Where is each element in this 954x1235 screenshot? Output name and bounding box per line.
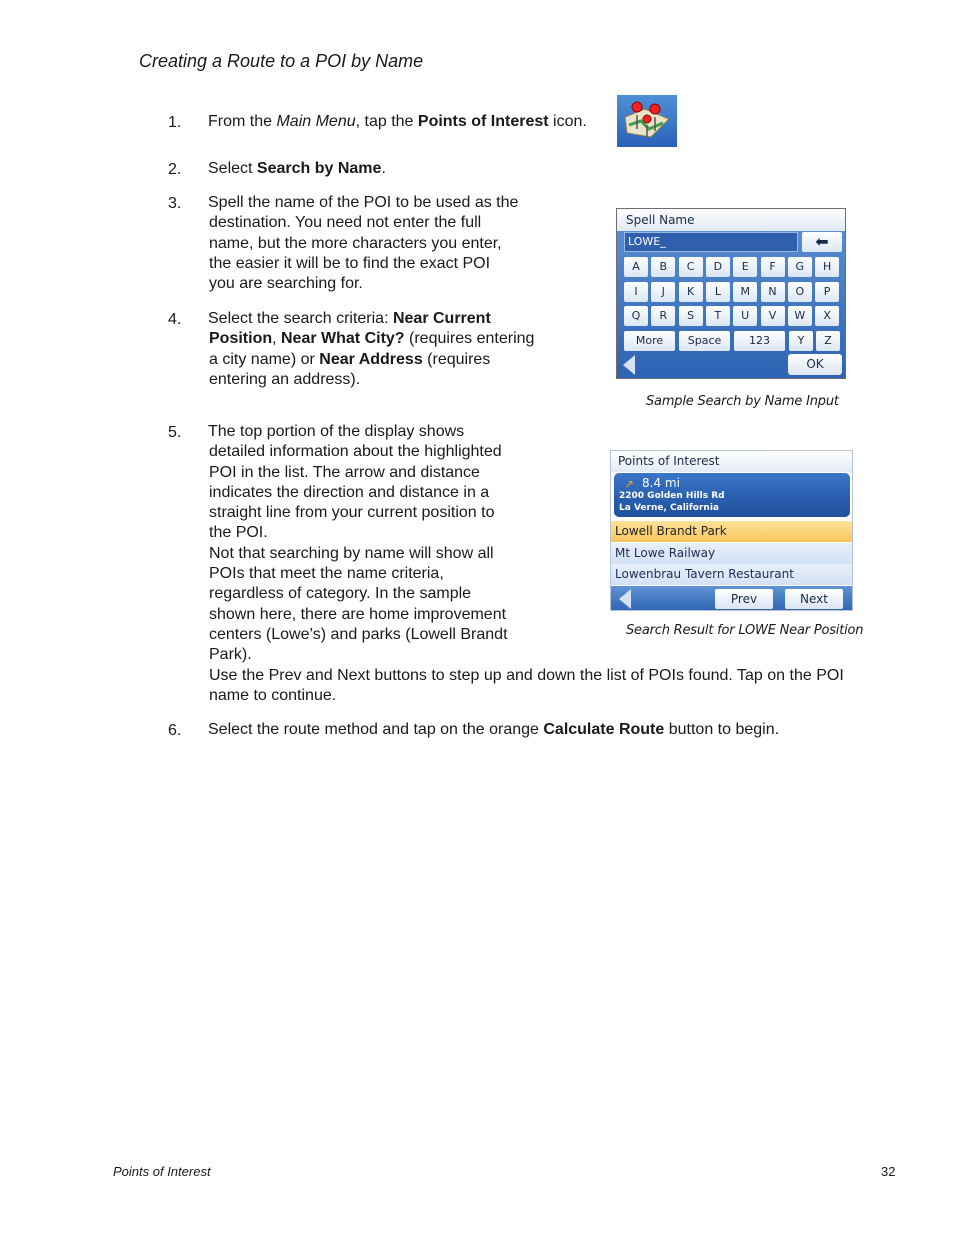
direction-arrow-icon: ↗: [624, 477, 635, 491]
poi-list-item: Lowenbrau Tavern Restaurant: [611, 564, 853, 585]
poi-address-line1: 2200 Golden Hills Rd: [619, 491, 725, 501]
step-3-number: 3.: [168, 195, 182, 212]
ok-button-image: OK: [788, 354, 842, 375]
text-line: The top portion of the display shows: [208, 423, 465, 440]
poi-distance: 8.4 mi: [642, 476, 680, 490]
step-6-number: 6.: [168, 722, 182, 739]
key-p: P: [815, 282, 839, 302]
results-caption: Search Result for LOWE Near Position: [626, 623, 864, 638]
points-of-interest-icon: [617, 95, 677, 147]
key-t: T: [706, 306, 730, 326]
key-g: G: [788, 257, 812, 277]
step-1-part: From the: [208, 113, 277, 130]
key-s: S: [679, 306, 703, 326]
text-line: [208, 309, 548, 329]
text-line: you are searching for.: [209, 275, 363, 293]
page-number: 32: [881, 1164, 896, 1179]
text-bold: Near Address: [319, 350, 423, 368]
key-e: E: [733, 257, 757, 277]
step-1-main-menu: Main Menu: [276, 113, 356, 130]
poi-results-screenshot: [610, 450, 853, 611]
poi-address-line2: La Verne, California: [619, 503, 719, 513]
text-line: name to continue.: [209, 687, 337, 705]
text-bold: Position: [209, 330, 273, 348]
text-bold: Near What City?: [281, 330, 405, 348]
key-i: I: [624, 282, 648, 302]
poi-list-item: Lowell Brandt Park: [611, 521, 853, 542]
step-1-poi: Points of Interest: [417, 113, 549, 130]
text-line: centers (Lowe’s) and parks (Lowell Brandt: [209, 625, 508, 643]
text-line: the POI.: [209, 524, 268, 542]
text-part: a city name) or: [209, 350, 320, 368]
text-line: Not that searching by name will show all: [209, 544, 494, 562]
text-line: destination. You need not enter the full: [209, 214, 482, 232]
step-1-text: [208, 112, 587, 132]
key-k: K: [679, 282, 703, 302]
poi-detail-panel: [614, 473, 850, 517]
text-line: name, but the more characters you enter,: [209, 234, 502, 252]
text-line: indicates the direction and distance in a: [209, 483, 490, 501]
text-line: regardless of category. In the sample: [209, 585, 472, 603]
key-v: V: [761, 306, 785, 326]
text-line: detailed information about the highlighted: [209, 443, 502, 461]
text-line: Spell the name of the POI to be used as the: [208, 194, 519, 211]
spell-name-input: LOWE_: [624, 232, 798, 252]
key-m: M: [733, 282, 757, 302]
text-part: (requires entering: [404, 330, 535, 348]
backspace-arrow-icon: ⬅: [802, 232, 842, 252]
text-line: straight line from your current position to: [209, 504, 495, 522]
text-line: the easier it will be to find the exact POI: [209, 254, 491, 272]
text-bold: Near Current: [392, 310, 491, 327]
step-6-text: [208, 720, 779, 740]
poi-list-item: Mt Lowe Railway: [611, 543, 853, 564]
key-a: A: [624, 257, 648, 277]
footer-section-name: Points of Interest: [113, 1164, 211, 1179]
step-4-text: [208, 309, 548, 390]
key-more: More: [624, 331, 675, 351]
text-line: [208, 329, 548, 349]
key-space: Space: [679, 331, 730, 351]
results-title: Points of Interest: [611, 451, 853, 472]
step-2-bold: Search by Name: [256, 160, 382, 177]
step-2-number: 2.: [168, 161, 182, 178]
key-r: R: [651, 306, 675, 326]
keyboard-title: Spell Name: [617, 209, 845, 231]
back-arrow-icon: [619, 589, 631, 609]
back-arrow-icon: [623, 355, 635, 375]
text-line: shown here, there are home improvement: [209, 605, 507, 623]
text-part: ,: [272, 330, 281, 348]
key-l: L: [706, 282, 730, 302]
key-d: D: [706, 257, 730, 277]
key-c: C: [679, 257, 703, 277]
key-n: N: [761, 282, 785, 302]
text-part: Select the route method and tap on the orange: [208, 721, 544, 738]
keyboard-caption: Sample Search by Name Input: [646, 394, 839, 409]
key-o: O: [788, 282, 812, 302]
text-line: [208, 350, 548, 370]
key-h: H: [815, 257, 839, 277]
step-2-part: .: [381, 160, 386, 177]
step-3-text: [208, 193, 548, 294]
text-bold: Calculate Route: [543, 721, 665, 738]
prev-button-image: Prev: [715, 589, 773, 609]
text-line: entering an address).: [209, 370, 361, 388]
key-b: B: [651, 257, 675, 277]
key-j: J: [651, 282, 675, 302]
step-2-text: [208, 159, 386, 179]
key-y: Y: [789, 331, 813, 351]
key-x: X: [815, 306, 839, 326]
step-5-continuation: [209, 666, 909, 707]
results-toolbar: [611, 586, 853, 611]
text-line: POIs that meet the name criteria,: [209, 565, 444, 583]
text-part: (requires: [422, 350, 491, 368]
step-1-part: , tap the: [355, 113, 418, 130]
step-5-number: 5.: [168, 424, 182, 441]
text-line: Park).: [209, 646, 252, 664]
key-u: U: [733, 306, 757, 326]
section-title: Creating a Route to a POI by Name: [139, 51, 424, 71]
text-part: button to begin.: [664, 721, 780, 738]
spell-name-keyboard-screenshot: [616, 208, 846, 379]
text-line: Use the Prev and Next buttons to step up and down the list of POIs found. Tap on the POI: [209, 667, 844, 684]
step-2-part: Select: [208, 160, 257, 177]
key-q: Q: [624, 306, 648, 326]
next-button-image: Next: [785, 589, 843, 609]
step-1-part: icon.: [548, 113, 587, 130]
key-123: 123: [734, 331, 785, 351]
key-f: F: [761, 257, 785, 277]
step-1-number: 1.: [168, 114, 182, 131]
text-line: POI in the list. The arrow and distance: [209, 463, 480, 481]
key-w: W: [788, 306, 812, 326]
step-5-text: [208, 422, 548, 666]
step-4-number: 4.: [168, 311, 182, 328]
key-z: Z: [816, 331, 840, 351]
text-part: Select the search criteria:: [208, 310, 393, 327]
